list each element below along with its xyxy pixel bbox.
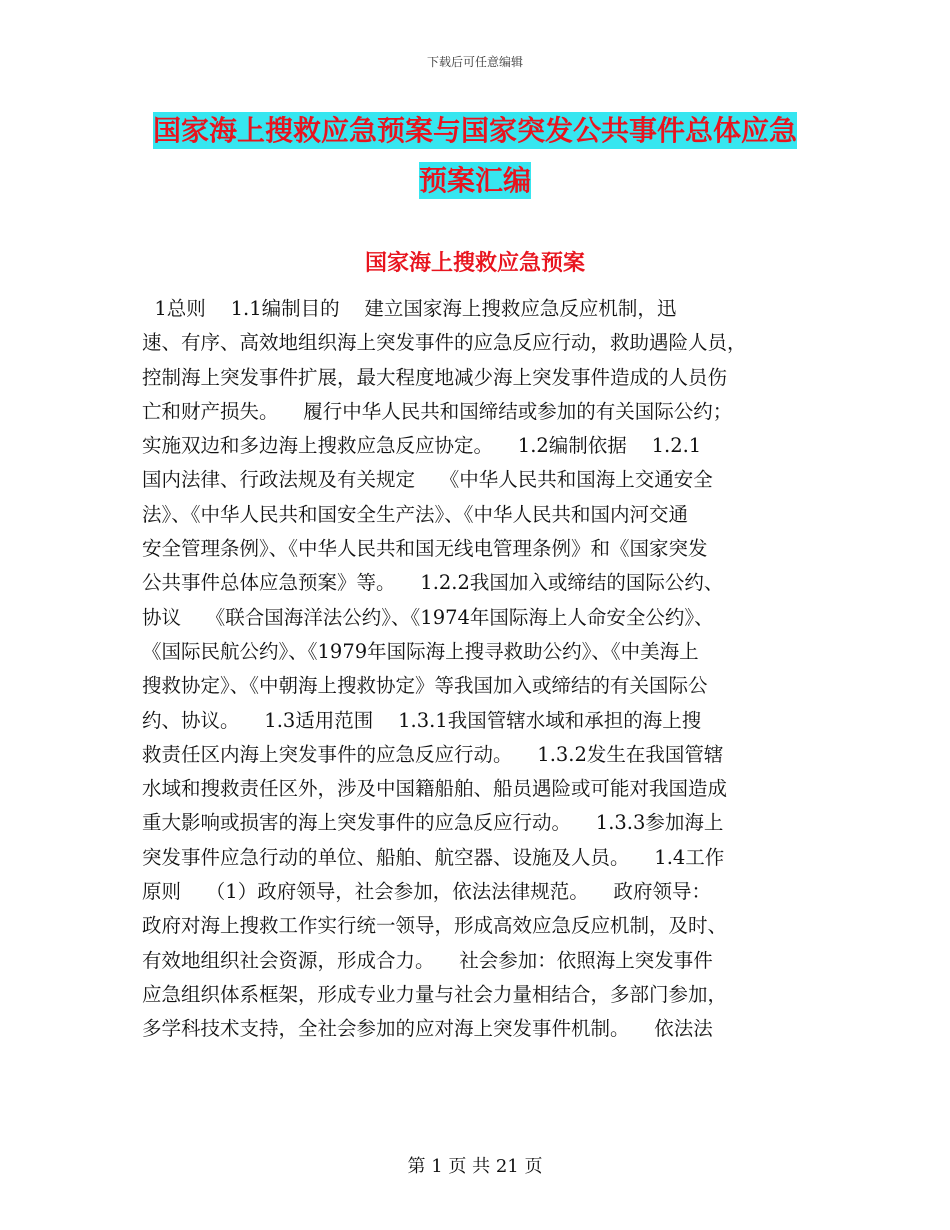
body-line: 约、协议。 1.3适用范围 1.3.1我国管辖水域和承担的海上搜 xyxy=(142,708,702,732)
body-line: 《国际民航公约》、《1979年国际海上搜寻救助公约》、《中美海上 xyxy=(142,639,699,663)
page-footer: 第 1 页 共 21 页 xyxy=(407,1156,543,1177)
body-line: 原则 （1）政府领导，社会参加，依法法律规范。 政府领导： xyxy=(142,880,711,904)
body-line: 突发事件应急行动的单位、船舶、航空器、设施及人员。 1.4工作 xyxy=(142,845,725,869)
body-line: 控制海上突发事件扩展，最大程度地减少海上突发事件造成的人员伤 xyxy=(142,365,728,389)
body-line: 协议 《联合国海洋法公约》、《1974年国际海上人命安全公约》、 xyxy=(142,605,714,629)
header-note: 下载后可任意编辑 xyxy=(426,55,523,69)
section-title: 国家海上搜救应急预案 xyxy=(364,251,585,276)
body-line: 应急组织体系框架，形成专业力量与社会力量相结合，多部门参加， xyxy=(142,982,728,1006)
body-line: 国内法律、行政法规及有关规定 《中华人民共和国海上交通安全 xyxy=(142,468,713,492)
body-line: 有效地组织社会资源，形成合力。 社会参加：依照海上突发事件 xyxy=(142,948,713,972)
body-line: 亡和财产损失。 履行中华人民共和国缔结或参加的有关国际公约； xyxy=(142,399,733,423)
title-line-2: 预案汇编 xyxy=(418,164,531,197)
document-title xyxy=(120,106,830,206)
body-line: 救责任区内海上突发事件的应急反应行动。 1.3.2发生在我国管辖 xyxy=(142,742,724,766)
body-text xyxy=(142,292,810,1047)
body-line: 法》、《中华人民共和国安全生产法》、《中华人民共和国内河交通 xyxy=(142,502,689,526)
body-line: 安全管理条例》、《中华人民共和国无线电管理条例》和《国家突发 xyxy=(142,537,708,561)
title-line-1: 国家海上搜救应急预案与国家突发公共事件总体应急 xyxy=(152,114,797,147)
body-line: 搜救协定》、《中朝海上搜救协定》等我国加入或缔结的有关国际公 xyxy=(142,674,708,698)
body-line: 多学科技术支持，全社会参加的应对海上突发事件机制。 依法法 xyxy=(142,1017,713,1041)
body-line: 实施双边和多边海上搜救应急反应协定。 1.2编制依据 1.2.1 xyxy=(142,434,702,458)
body-line: 水域和搜救责任区外，涉及中国籍船舶、船员遇险或可能对我国造成 xyxy=(142,777,728,801)
body-line: 重大影响或损害的海上突发事件的应急反应行动。 1.3.3参加海上 xyxy=(142,811,724,835)
body-line: 公共事件总体应急预案》等。 1.2.2我国加入或缔结的国际公约、 xyxy=(142,571,724,595)
body-line: 政府对海上搜救工作实行统一领导，形成高效应急反应机制，及时、 xyxy=(142,914,728,938)
body-line: 1总则 1.1编制目的 建立国家海上搜救应急反应机制，迅 xyxy=(142,297,677,320)
body-line: 速、有序、高效地组织海上突发事件的应急反应行动，救助遇险人员， xyxy=(142,331,747,355)
